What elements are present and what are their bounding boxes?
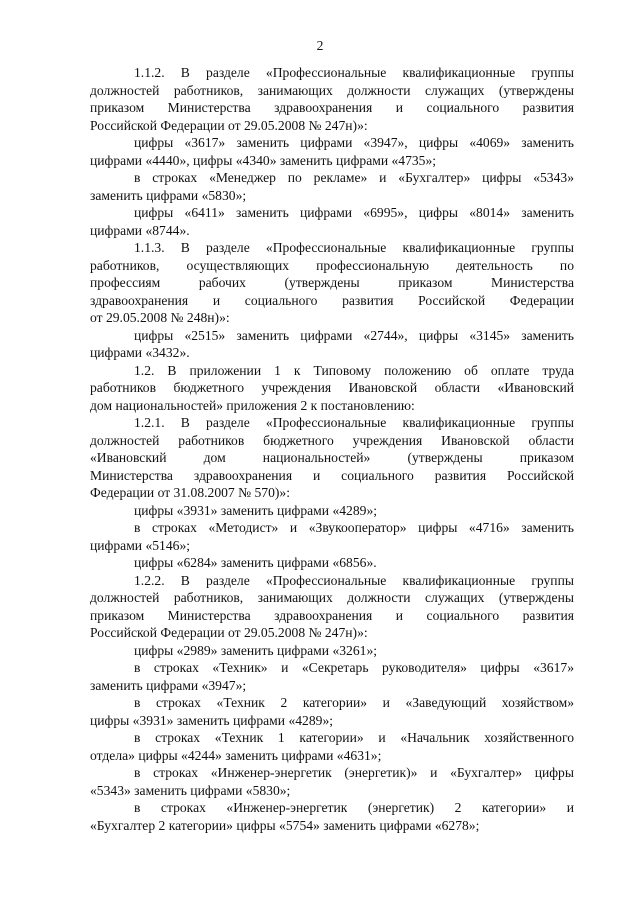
text-line: цифры «3931» заменить цифрами «4289»; [134,502,378,518]
text-line: работников бюджетного учреждения Ивановской области «Ивановский [90,380,574,395]
text-line: 1.2.1. В разделе «Профессиональные квалификационные группы [134,415,574,430]
paragraph [90,642,574,660]
text-line: приказом Министерства здравоохранения и социального развития [90,607,574,623]
text-line: здравоохранения и социального развития Российской Федерации [90,292,574,308]
paragraph [90,502,574,520]
text-line: цифры «3617» заменить цифрами «3947», цифры «4069» заменить [134,135,574,150]
paragraph [90,134,574,169]
text-line: Федерации от 31.08.2007 № 570)»: [90,485,290,500]
paragraph [90,414,574,502]
text-line: цифры «6284» заменить цифрами «6856». [134,555,377,570]
text-line: «5343» заменить цифрами «5830»; [90,782,291,798]
text-line: в строках «Инженер-энергетик (энергетик)» и «Бухгалтер» цифры [134,765,574,780]
paragraph [90,362,574,415]
paragraph [90,764,574,799]
paragraph [90,169,574,204]
text-line: профессиям рабочих (утверждены приказом Министерства [90,275,574,290]
text-line: должностей работников бюджетного учреждения Ивановской области [90,432,574,448]
text-line: цифрами «8744». [90,222,190,238]
text-line: от 29.05.2008 № 248н)»: [90,310,230,325]
text-line: в строках «Методист» и «Звукооператор» цифры «4716» заменить [134,520,574,535]
text-line: «Ивановский дом национальностей» (утверждены приказом [90,450,574,465]
paragraph [90,519,574,554]
paragraph [90,799,574,834]
text-line: 1.1.3. В разделе «Профессиональные квалификационные группы [134,240,574,255]
paragraph [90,204,574,239]
text-line: цифрами «5146»; [90,537,191,553]
paragraph [90,572,574,642]
page-number: 2 [316,38,324,53]
text-line: 1.2.2. В разделе «Профессиональные квалификационные группы [134,572,574,588]
text-line: цифрами «4440», цифры «4340» заменить цифрами «4735»; [90,152,437,168]
paragraph [90,659,574,694]
paragraph [90,239,574,327]
text-line: дом национальностей» приложения 2 к постановлению: [90,397,415,413]
text-line: цифры «6411» заменить цифрами «6995», цифры «8014» заменить [134,205,574,220]
text-line: Российской Федерации от 29.05.2008 № 247н)»: [90,117,368,133]
text-line: цифры «2515» заменить цифрами «2744», цифры «3145» заменить [134,327,574,343]
text-line: цифрами «3432». [90,345,190,360]
text-line: Министерства здравоохранения и социального развития Российской [90,467,574,483]
paragraph [90,729,574,764]
paragraph [90,327,574,362]
text-line: в строках «Техник» и «Секретарь руководителя» цифры «3617» [134,660,574,675]
text-line: в строках «Техник 1 категории» и «Начальник хозяйственного [134,730,574,745]
text-line: заменить цифрами «3947»; [90,677,247,693]
text-line: должностей работников, занимающих должности служащих (утверждены [90,590,574,605]
text-line: 1.2. В приложении 1 к Типовому положению об оплате труда [134,362,574,378]
paragraph [90,64,574,134]
document-body [90,64,574,834]
text-line: в строках «Менеджер по рекламе» и «Бухгалтер» цифры «5343» [134,170,574,185]
paragraph [90,554,574,572]
text-line: заменить цифрами «5830»; [90,187,247,203]
text-line: работников, осуществляющих профессиональную деятельность по [90,257,574,273]
text-line: приказом Министерства здравоохранения и социального развития [90,100,574,115]
text-line: цифры «2989» заменить цифрами «3261»; [134,642,378,658]
text-line: в строках «Инженер-энергетик (энергетик) 2 категории» и [134,800,574,815]
paragraph [90,694,574,729]
text-line: отдела» цифры «4244» заменить цифрами «4631»; [90,747,382,763]
text-line: должностей работников, занимающих должности служащих (утверждены [90,82,574,98]
text-line: в строках «Техник 2 категории» и «Заведующий хозяйством» [134,695,574,710]
text-line: 1.1.2. В разделе «Профессиональные квалификационные группы [134,65,574,80]
text-line: «Бухгалтер 2 категории» цифры «5754» заменить цифрами «6278»; [90,817,480,833]
text-line: цифры «3931» заменить цифрами «4289»; [90,712,334,728]
text-line: Российской Федерации от 29.05.2008 № 247н)»: [90,625,368,640]
